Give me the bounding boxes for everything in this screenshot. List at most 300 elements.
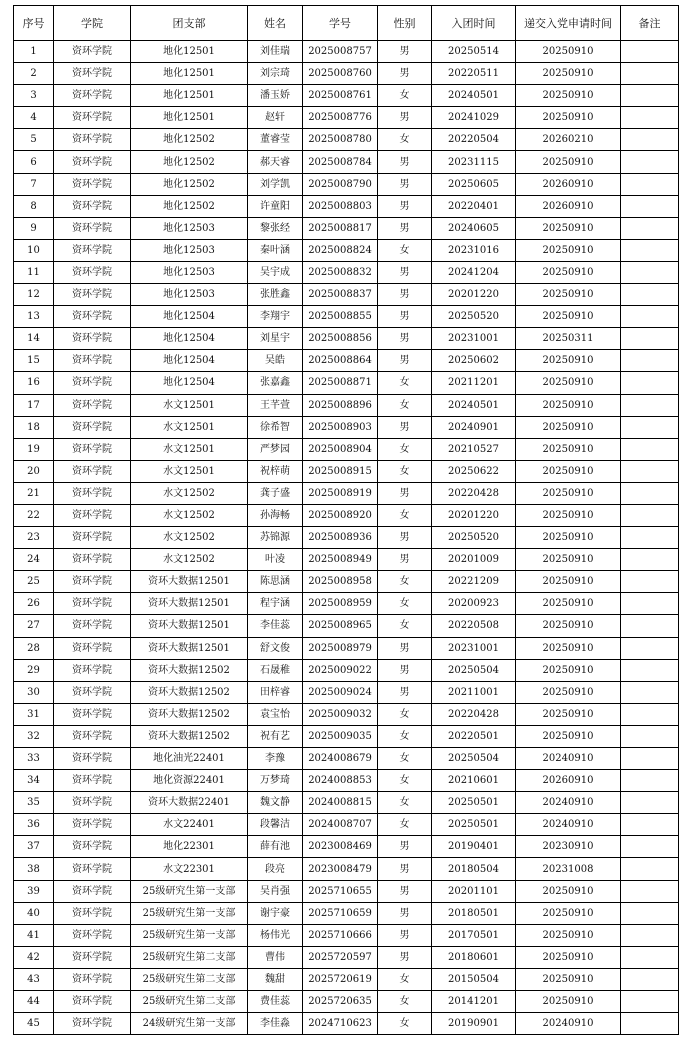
- col-remarks-cell: [621, 748, 679, 770]
- col-application-date-cell: 20260210: [516, 129, 621, 151]
- col-gender-cell: 男: [378, 527, 432, 549]
- col-remarks-cell: [621, 41, 679, 63]
- col-remarks-cell: [621, 924, 679, 946]
- col-branch-cell: 水文12501: [131, 416, 248, 438]
- col-branch-cell: 地化12501: [131, 107, 248, 129]
- col-college-cell: 资环学院: [54, 902, 131, 924]
- col-name-cell: 张嘉鑫: [248, 372, 303, 394]
- table-row: [14, 792, 679, 814]
- col-index-cell: 1: [14, 41, 54, 63]
- col-gender-cell: 女: [378, 394, 432, 416]
- col-league-date-cell: 20190401: [432, 836, 516, 858]
- col-application-date-cell: 20260910: [516, 173, 621, 195]
- col-name-cell: 刘星宇: [248, 328, 303, 350]
- col-student-id-cell: 2025008958: [303, 571, 378, 593]
- col-remarks-cell: [621, 151, 679, 173]
- col-name-cell: 刘宗琦: [248, 63, 303, 85]
- col-remarks-cell: [621, 968, 679, 990]
- col-branch-cell: 资环大数据22401: [131, 792, 248, 814]
- col-index-cell: 7: [14, 173, 54, 195]
- col-application-date-cell: 20260910: [516, 195, 621, 217]
- col-name-cell: 叶凌: [248, 549, 303, 571]
- col-league-date-cell: 20220504: [432, 129, 516, 151]
- col-branch-header: 团支部: [131, 6, 248, 41]
- col-remarks-cell: [621, 195, 679, 217]
- col-index-cell: 26: [14, 593, 54, 615]
- col-league-date-cell: 20250605: [432, 173, 516, 195]
- col-application-date-cell: 20250910: [516, 438, 621, 460]
- col-branch-cell: 地化12504: [131, 372, 248, 394]
- col-college-cell: 资环学院: [54, 593, 131, 615]
- col-gender-cell: 男: [378, 41, 432, 63]
- col-application-date-cell: 20250910: [516, 107, 621, 129]
- col-branch-cell: 资环大数据12502: [131, 681, 248, 703]
- col-league-date-cell: 20141201: [432, 991, 516, 1013]
- col-remarks-cell: [621, 460, 679, 482]
- col-remarks-cell: [621, 681, 679, 703]
- col-college-cell: 资环学院: [54, 460, 131, 482]
- col-student-id-cell: 2025008776: [303, 107, 378, 129]
- col-remarks-cell: [621, 63, 679, 85]
- col-index-cell: 2: [14, 63, 54, 85]
- col-index-cell: 35: [14, 792, 54, 814]
- col-league-date-cell: 20250504: [432, 748, 516, 770]
- col-gender-cell: 女: [378, 770, 432, 792]
- col-gender-cell: 女: [378, 615, 432, 637]
- table-row: [14, 195, 679, 217]
- col-name-cell: 许童阳: [248, 195, 303, 217]
- col-application-date-cell: 20250910: [516, 306, 621, 328]
- col-name-cell: 王芊萱: [248, 394, 303, 416]
- table-row: [14, 703, 679, 725]
- col-league-date-cell: 20201101: [432, 880, 516, 902]
- col-branch-cell: 地化12501: [131, 63, 248, 85]
- col-index-cell: 43: [14, 968, 54, 990]
- col-remarks-cell: [621, 770, 679, 792]
- col-name-cell: 曹伟: [248, 946, 303, 968]
- table-row: [14, 504, 679, 526]
- col-name-cell: 董睿莹: [248, 129, 303, 151]
- col-student-id-cell: 2025720597: [303, 946, 378, 968]
- col-index-cell: 33: [14, 748, 54, 770]
- table-row: [14, 151, 679, 173]
- col-league-date-cell: 20200923: [432, 593, 516, 615]
- col-application-date-cell: 20250910: [516, 549, 621, 571]
- col-student-id-cell: 2025710666: [303, 924, 378, 946]
- col-name-cell: 李佳蕊: [248, 615, 303, 637]
- col-college-cell: 资环学院: [54, 151, 131, 173]
- col-league-date-cell: 20241029: [432, 107, 516, 129]
- col-branch-cell: 地化资源22401: [131, 770, 248, 792]
- col-gender-cell: 女: [378, 792, 432, 814]
- col-league-date-cell: 20250504: [432, 659, 516, 681]
- table-row: [14, 416, 679, 438]
- col-remarks-cell: [621, 571, 679, 593]
- col-application-date-cell: 20250910: [516, 239, 621, 261]
- col-name-cell: 秦叶涵: [248, 239, 303, 261]
- table-row: [14, 482, 679, 504]
- col-name-cell: 程宇涵: [248, 593, 303, 615]
- col-student-id-cell: 2024008707: [303, 814, 378, 836]
- col-index-cell: 16: [14, 372, 54, 394]
- col-student-id-cell: 2025710659: [303, 902, 378, 924]
- col-college-cell: 资环学院: [54, 261, 131, 283]
- col-name-cell: 吴皓: [248, 350, 303, 372]
- col-application-date-cell: 20250910: [516, 968, 621, 990]
- table-row: [14, 173, 679, 195]
- col-application-date-cell: 20230910: [516, 836, 621, 858]
- table-row: [14, 63, 679, 85]
- table-body: [14, 41, 679, 1035]
- col-remarks-cell: [621, 284, 679, 306]
- col-branch-cell: 资环大数据12501: [131, 593, 248, 615]
- col-index-cell: 6: [14, 151, 54, 173]
- col-index-cell: 8: [14, 195, 54, 217]
- col-college-cell: 资环学院: [54, 173, 131, 195]
- col-application-date-cell: 20250910: [516, 394, 621, 416]
- col-branch-cell: 地化12503: [131, 239, 248, 261]
- col-index-cell: 14: [14, 328, 54, 350]
- col-remarks-cell: [621, 527, 679, 549]
- col-index-cell: 36: [14, 814, 54, 836]
- col-application-date-cell: 20250910: [516, 372, 621, 394]
- col-college-cell: 资环学院: [54, 1013, 131, 1035]
- col-gender-cell: 男: [378, 107, 432, 129]
- col-branch-cell: 地化12502: [131, 195, 248, 217]
- col-student-id-cell: 2025008949: [303, 549, 378, 571]
- col-index-cell: 34: [14, 770, 54, 792]
- col-branch-cell: 资环大数据12501: [131, 615, 248, 637]
- col-college-cell: 资环学院: [54, 924, 131, 946]
- col-remarks-cell: [621, 659, 679, 681]
- col-league-date-cell: 20231001: [432, 637, 516, 659]
- col-student-id-cell: 2025008903: [303, 416, 378, 438]
- col-league-date-cell: 20180504: [432, 858, 516, 880]
- col-league-date-header: 入团时间: [432, 6, 516, 41]
- col-name-cell: 郝天睿: [248, 151, 303, 173]
- col-college-cell: 资环学院: [54, 394, 131, 416]
- col-branch-cell: 地化油光22401: [131, 748, 248, 770]
- col-student-id-cell: 2025008824: [303, 239, 378, 261]
- col-application-date-cell: 20240910: [516, 792, 621, 814]
- col-index-cell: 45: [14, 1013, 54, 1035]
- col-college-cell: 资环学院: [54, 880, 131, 902]
- col-remarks-cell: [621, 880, 679, 902]
- col-gender-cell: 女: [378, 504, 432, 526]
- col-index-cell: 38: [14, 858, 54, 880]
- col-remarks-cell: [621, 1013, 679, 1035]
- table-row: [14, 836, 679, 858]
- col-branch-cell: 水文12501: [131, 394, 248, 416]
- col-name-cell: 黎张经: [248, 217, 303, 239]
- col-branch-cell: 地化12501: [131, 41, 248, 63]
- table-row: [14, 593, 679, 615]
- col-remarks-cell: [621, 482, 679, 504]
- col-remarks-cell: [621, 239, 679, 261]
- col-gender-cell: 男: [378, 350, 432, 372]
- col-name-cell: 龚子盛: [248, 482, 303, 504]
- col-name-cell: 刘佳瑞: [248, 41, 303, 63]
- col-league-date-cell: 20190901: [432, 1013, 516, 1035]
- col-index-cell: 24: [14, 549, 54, 571]
- col-league-date-cell: 20201009: [432, 549, 516, 571]
- col-league-date-cell: 20231115: [432, 151, 516, 173]
- col-application-date-cell: 20250910: [516, 593, 621, 615]
- col-student-id-header: 学号: [303, 6, 378, 41]
- col-branch-cell: 水文12502: [131, 549, 248, 571]
- col-gender-cell: 女: [378, 438, 432, 460]
- col-name-cell: 舒文俊: [248, 637, 303, 659]
- table-row: [14, 1013, 679, 1035]
- col-name-cell: 费佳蕊: [248, 991, 303, 1013]
- table-row: [14, 107, 679, 129]
- col-application-date-cell: 20250910: [516, 946, 621, 968]
- col-league-date-cell: 20201220: [432, 504, 516, 526]
- col-application-date-cell: 20250910: [516, 63, 621, 85]
- table-row: [14, 946, 679, 968]
- col-name-cell: 田梓睿: [248, 681, 303, 703]
- col-application-date-cell: 20250910: [516, 41, 621, 63]
- col-remarks-cell: [621, 549, 679, 571]
- col-student-id-cell: 2024008815: [303, 792, 378, 814]
- col-student-id-cell: 2025720635: [303, 991, 378, 1013]
- table-header: [14, 6, 679, 41]
- col-branch-cell: 地化12504: [131, 306, 248, 328]
- table-row: [14, 902, 679, 924]
- col-name-cell: 段亮: [248, 858, 303, 880]
- table-row: [14, 85, 679, 107]
- col-remarks-cell: [621, 991, 679, 1013]
- col-index-cell: 37: [14, 836, 54, 858]
- table-row: [14, 394, 679, 416]
- col-name-cell: 谢宇豪: [248, 902, 303, 924]
- col-name-cell: 严梦园: [248, 438, 303, 460]
- col-index-cell: 28: [14, 637, 54, 659]
- col-gender-cell: 男: [378, 880, 432, 902]
- col-league-date-cell: 20220508: [432, 615, 516, 637]
- col-gender-cell: 男: [378, 328, 432, 350]
- col-gender-cell: 男: [378, 416, 432, 438]
- col-student-id-cell: 2025008936: [303, 527, 378, 549]
- col-application-date-cell: 20250910: [516, 991, 621, 1013]
- table-row: [14, 770, 679, 792]
- col-branch-cell: 资环大数据12502: [131, 659, 248, 681]
- col-college-cell: 资环学院: [54, 195, 131, 217]
- col-index-cell: 18: [14, 416, 54, 438]
- col-name-cell: 祝梓萌: [248, 460, 303, 482]
- col-branch-cell: 25级研究生第二支部: [131, 946, 248, 968]
- col-application-date-cell: 20250311: [516, 328, 621, 350]
- col-student-id-cell: 2025008790: [303, 173, 378, 195]
- col-college-cell: 资环学院: [54, 85, 131, 107]
- col-league-date-cell: 20231001: [432, 328, 516, 350]
- col-index-cell: 4: [14, 107, 54, 129]
- col-remarks-cell: [621, 858, 679, 880]
- col-index-cell: 17: [14, 394, 54, 416]
- table-row: [14, 460, 679, 482]
- table-row: [14, 880, 679, 902]
- table-row: [14, 725, 679, 747]
- col-branch-cell: 水文12501: [131, 460, 248, 482]
- col-league-date-cell: 20240605: [432, 217, 516, 239]
- table-row: [14, 239, 679, 261]
- col-college-cell: 资环学院: [54, 239, 131, 261]
- col-branch-cell: 25级研究生第一支部: [131, 880, 248, 902]
- table-row: [14, 571, 679, 593]
- col-remarks-cell: [621, 306, 679, 328]
- col-college-cell: 资环学院: [54, 504, 131, 526]
- col-gender-cell: 男: [378, 217, 432, 239]
- col-gender-cell: 女: [378, 748, 432, 770]
- col-student-id-cell: 2025008920: [303, 504, 378, 526]
- col-gender-cell: 男: [378, 924, 432, 946]
- col-gender-cell: 女: [378, 129, 432, 151]
- col-league-date-cell: 20250514: [432, 41, 516, 63]
- col-college-cell: 资环学院: [54, 438, 131, 460]
- col-index-cell: 27: [14, 615, 54, 637]
- col-name-cell: 赵轩: [248, 107, 303, 129]
- col-application-date-cell: 20250910: [516, 527, 621, 549]
- col-gender-cell: 男: [378, 659, 432, 681]
- col-branch-cell: 地化12502: [131, 173, 248, 195]
- col-application-date-cell: 20240910: [516, 1013, 621, 1035]
- col-branch-cell: 地化12501: [131, 85, 248, 107]
- col-branch-cell: 水文22301: [131, 858, 248, 880]
- col-gender-cell: 男: [378, 549, 432, 571]
- table-row: [14, 748, 679, 770]
- col-league-date-cell: 20240901: [432, 416, 516, 438]
- col-league-date-cell: 20220401: [432, 195, 516, 217]
- col-student-id-cell: 2025008864: [303, 350, 378, 372]
- col-student-id-cell: 2025008803: [303, 195, 378, 217]
- col-remarks-cell: [621, 438, 679, 460]
- col-college-cell: 资环学院: [54, 372, 131, 394]
- col-college-cell: 资环学院: [54, 41, 131, 63]
- col-college-cell: 资环学院: [54, 328, 131, 350]
- col-application-date-cell: 20250910: [516, 85, 621, 107]
- col-student-id-cell: 2025008784: [303, 151, 378, 173]
- col-student-id-cell: 2025008979: [303, 637, 378, 659]
- col-index-cell: 44: [14, 991, 54, 1013]
- col-remarks-cell: [621, 350, 679, 372]
- col-branch-cell: 资环大数据12501: [131, 637, 248, 659]
- col-branch-cell: 地化12502: [131, 151, 248, 173]
- col-remarks-cell: [621, 792, 679, 814]
- col-league-date-cell: 20201220: [432, 284, 516, 306]
- col-college-cell: 资环学院: [54, 549, 131, 571]
- col-name-cell: 孙海畅: [248, 504, 303, 526]
- col-application-date-header: 递交入党申请时间: [516, 6, 621, 41]
- col-league-date-cell: 20221209: [432, 571, 516, 593]
- col-name-cell: 魏甜: [248, 968, 303, 990]
- col-league-date-cell: 20220511: [432, 63, 516, 85]
- col-branch-cell: 资环大数据12501: [131, 571, 248, 593]
- col-student-id-cell: 2024008679: [303, 748, 378, 770]
- col-student-id-cell: 2025008915: [303, 460, 378, 482]
- col-gender-cell: 女: [378, 1013, 432, 1035]
- col-index-cell: 11: [14, 261, 54, 283]
- table-row: [14, 659, 679, 681]
- col-name-cell: 陈思涵: [248, 571, 303, 593]
- col-application-date-cell: 20250910: [516, 416, 621, 438]
- col-college-cell: 资环学院: [54, 703, 131, 725]
- col-name-cell: 杨伟光: [248, 924, 303, 946]
- col-gender-cell: 男: [378, 902, 432, 924]
- col-gender-cell: 男: [378, 195, 432, 217]
- col-league-date-cell: 20150504: [432, 968, 516, 990]
- col-branch-cell: 25级研究生第一支部: [131, 924, 248, 946]
- col-college-cell: 资环学院: [54, 482, 131, 504]
- col-name-cell: 李翔宇: [248, 306, 303, 328]
- col-index-cell: 42: [14, 946, 54, 968]
- col-index-cell: 12: [14, 284, 54, 306]
- col-gender-cell: 女: [378, 725, 432, 747]
- col-application-date-cell: 20250910: [516, 637, 621, 659]
- col-gender-cell: 男: [378, 836, 432, 858]
- col-application-date-cell: 20250910: [516, 482, 621, 504]
- col-college-cell: 资环学院: [54, 946, 131, 968]
- col-college-header: 学院: [54, 6, 131, 41]
- col-college-cell: 资环学院: [54, 284, 131, 306]
- col-branch-cell: 24级研究生第一支部: [131, 1013, 248, 1035]
- col-remarks-cell: [621, 129, 679, 151]
- col-branch-cell: 地化22301: [131, 836, 248, 858]
- col-branch-cell: 地化12502: [131, 129, 248, 151]
- col-branch-cell: 水文12502: [131, 482, 248, 504]
- col-gender-cell: 女: [378, 239, 432, 261]
- col-league-date-cell: 20210527: [432, 438, 516, 460]
- table-row: [14, 217, 679, 239]
- col-student-id-cell: 2025710655: [303, 880, 378, 902]
- col-index-cell: 9: [14, 217, 54, 239]
- col-name-cell: 李豫: [248, 748, 303, 770]
- col-student-id-cell: 2025008871: [303, 372, 378, 394]
- col-league-date-cell: 20250501: [432, 814, 516, 836]
- col-branch-cell: 地化12503: [131, 217, 248, 239]
- col-student-id-cell: 2024710623: [303, 1013, 378, 1035]
- col-college-cell: 资环学院: [54, 571, 131, 593]
- col-branch-cell: 25级研究生第二支部: [131, 968, 248, 990]
- col-application-date-cell: 20250910: [516, 615, 621, 637]
- col-remarks-cell: [621, 416, 679, 438]
- col-index-cell: 23: [14, 527, 54, 549]
- col-branch-cell: 地化12503: [131, 284, 248, 306]
- col-student-id-cell: 2023008469: [303, 836, 378, 858]
- col-branch-cell: 资环大数据12502: [131, 703, 248, 725]
- col-student-id-cell: 2025720619: [303, 968, 378, 990]
- col-league-date-cell: 20250501: [432, 792, 516, 814]
- col-gender-cell: 男: [378, 63, 432, 85]
- col-league-date-cell: 20240501: [432, 85, 516, 107]
- header-row: [14, 6, 679, 41]
- col-gender-cell: 女: [378, 593, 432, 615]
- col-league-date-cell: 20250520: [432, 527, 516, 549]
- table-row: [14, 261, 679, 283]
- col-student-id-cell: 2025008817: [303, 217, 378, 239]
- col-student-id-cell: 2025009022: [303, 659, 378, 681]
- col-gender-cell: 男: [378, 173, 432, 195]
- col-index-cell: 25: [14, 571, 54, 593]
- table-row: [14, 527, 679, 549]
- col-index-cell: 19: [14, 438, 54, 460]
- col-remarks-cell: [621, 261, 679, 283]
- col-application-date-cell: 20260910: [516, 770, 621, 792]
- col-league-date-cell: 20180501: [432, 902, 516, 924]
- col-gender-cell: 男: [378, 306, 432, 328]
- col-remarks-cell: [621, 107, 679, 129]
- col-gender-cell: 男: [378, 946, 432, 968]
- col-index-cell: 29: [14, 659, 54, 681]
